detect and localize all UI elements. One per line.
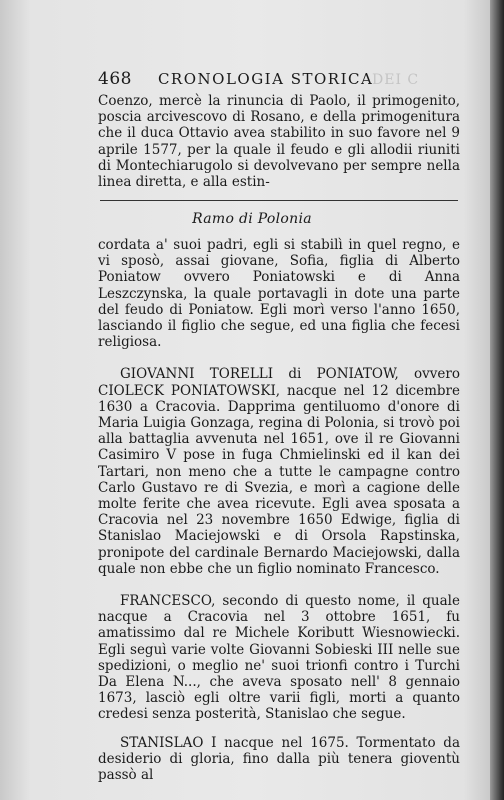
paragraph-francesco: FRANCESCO, secondo di questo nome, il quale nacque a Cracovia nel 3 ottobre 1651, fu amatissimo dal re Michele Koributt Wiesnowiecki. Egli seguì varie volte Giovanni Sobieski III nelle sue spedizioni, o meglio ne' suoi trionfi contro i Turchi Da Elena N..., che aveva sposato nell' 8 gennaio 1673, lasciò egli oltre varii figli, morti a quanto credesi senza posterità, Stanislao che segue.: [98, 593, 460, 723]
paragraph-stanislao: STANISLAO I nacque nel 1675. Tormentato da desiderio di gloria, fino dalla più tenera gioventù passò al: [98, 734, 460, 784]
main-text-block: [98, 237, 460, 783]
book-spine-shadow: [490, 0, 504, 800]
bleed-through-text: DEI C: [372, 72, 420, 88]
section-divider: [100, 200, 458, 201]
top-paragraph: Coenzo, mercè la rinuncia di Paolo, il primogenito, poscia arcivescovo di Rosano, e della primogenitura che il duca Ottavio avea stabilito in suo favore nel 9 aprile 1577, per la quale il feudo e gli allodii riuniti di Montechiarugolo si devolvevano per sempre nella linea diretta, e alla estin-: [98, 93, 460, 191]
paragraph-giovanni: GIOVANNI TORELLI di PONIATOW, ovvero CIOLECK PONIATOWSKI, nacque nel 12 dicembre 1630 a Cracovia. Dapprima gentiluomo d'onore di Maria Luigia Gonzaga, regina di Polonia, si trovò poi alla battaglia avvenuta nel 1651, ove il re Giovanni Casimiro V pose in fuga Chmielinski ed il kan dei Tartari, non meno che a tutte le campagne contro Carlo Gustavo re di Svezia, e morì a cagione delle molte ferite che avea ricevute. Egli avea sposata a Cracovia nel 23 novembre 1650 Edwige, figlia di Stanislao Maciejowski e di Orsola Rapstinska, pronipote del cardinale Bernardo Maciejowski, dalla quale non ebbe che un figlio nominato Francesco.: [98, 366, 460, 577]
running-title: CRONOLOGIA STORICA: [157, 70, 374, 88]
top-text-block: [98, 93, 460, 190]
page-number: 468: [98, 69, 132, 89]
section-title: Ramo di Polonia: [192, 211, 312, 227]
paragraph-continuation: cordata a' suoi padri, egli si stabilì in quel regno, e vi sposò, assai giovane, Sofia, figlia di Alberto Poniatow ovvero Poniatowski e di Anna Leszczynska, la quale portavagli in dote una parte del feudo di Poniatow. Egli morì verso l'anno 1650, lasciando il figlio che segue, ed una figlia che fecesi religiosa.: [98, 237, 460, 351]
